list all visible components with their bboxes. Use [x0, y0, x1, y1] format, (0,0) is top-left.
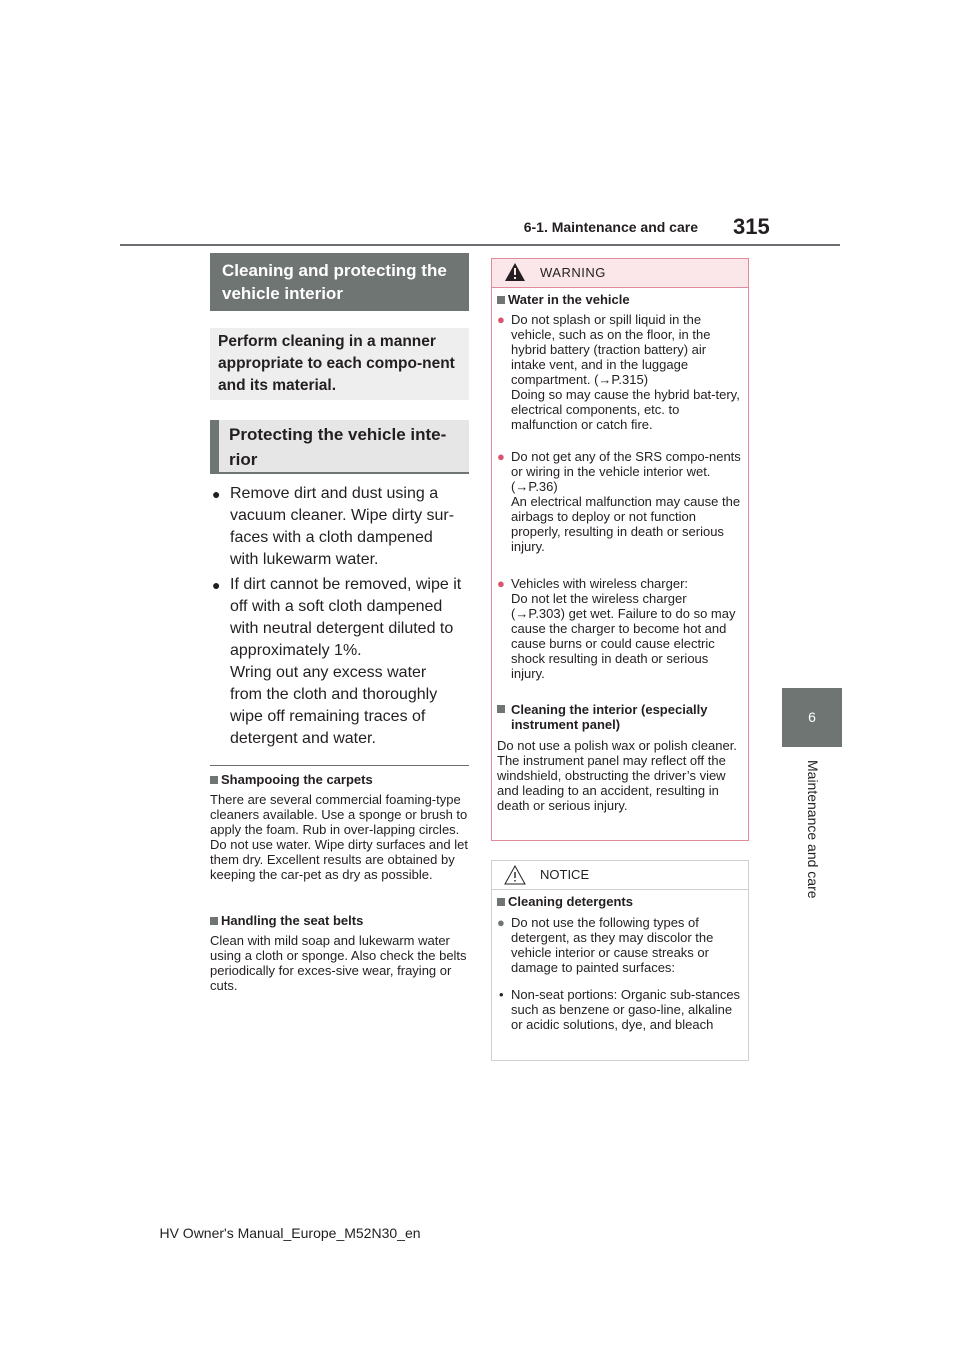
warning-item-charger: ● Vehicles with wireless charger: Do not let the wireless charger (→P.303) get wet. Failure to do so may cause the charger to become hot and cause burns or could cause electric shock resulting in death or serious injury. [497, 576, 736, 681]
shampoo-section: Shampooing the carpets There are several commercial foaming-type cleaners available. Use a sponge or brush to apply the foam. Rub in over-lapping circles. Do not use water. Wipe dirty surfaces and let them dry. Excellent results are obtained by keeping the car-pet as dry as possible. [210, 772, 468, 882]
circle-bullet-icon: ● [497, 915, 505, 930]
circle-bullet-icon: ● [497, 449, 505, 464]
notice-triangle-icon [504, 865, 526, 885]
warning-item-srs: ● Do not get any of the SRS compo-nents or wiring in the vehicle interior wet. (→P.36) An electrical malfunction may cause the airbags to deploy or not function properly, resulting in death or serious injury. [497, 449, 741, 554]
notice-item-nonseat: • Non-seat portions: Organic sub-stances such as benzene or gaso-line, alkaline or acidic solutions, dye, and bleach [499, 987, 741, 1032]
circle-bullet-icon: ● [497, 576, 505, 591]
heading-protecting: Protecting the vehicle inte-rior [210, 420, 469, 474]
heading-cleaning: Cleaning and protecting the vehicle interior [210, 253, 469, 311]
section-title: 6-1. Maintenance and care [523, 219, 698, 235]
chapter-label: Maintenance and care [805, 760, 821, 899]
dot-bullet-icon: • [499, 987, 504, 1002]
intro-box: Perform cleaning in a manner appropriate to each compo-nent and its material. [210, 328, 469, 400]
divider [210, 765, 469, 766]
header-divider [120, 244, 840, 246]
square-icon [210, 917, 218, 925]
square-icon [210, 776, 218, 784]
square-icon [497, 705, 505, 713]
warning-header [492, 259, 748, 288]
warning-title: WARNING [540, 265, 606, 280]
notice-header [492, 861, 748, 890]
warning-triangle-icon [504, 262, 526, 282]
notice-content: Cleaning detergents ● Do not use the following types of detergent, as they may discolor the vehicle interior or cause streaks or damage to painted surfaces: • Non-seat portions: Organic sub-stances such as benzene or gaso-line, alkaline or acidic solutions, dye, and bleach [497, 894, 743, 1049]
bullet-icon: ● [212, 486, 221, 502]
bullet-icon: ● [212, 577, 221, 593]
square-icon [497, 296, 505, 304]
chapter-tab: 6 [782, 688, 842, 747]
circle-bullet-icon: ● [497, 312, 505, 327]
footer: HV Owner's Manual_Europe_M52N30_en [159, 1225, 421, 1241]
warning-content: Water in the vehicle ● Do not splash or spill liquid in the vehicle, such as on the floor, in the hybrid battery (traction battery) air intake vent, and in the luggage compartment. (→P.315) Doing so may cause the hybrid bat-tery, electrical components, etc. to malfunction or catch fire. ● Do not get any of the SRS compo-nents or wiring in the vehicle interior wet. (→P.36) An electrical malfunction may cause the airbags to deploy or not function properly, resulting in death or serious injury. ● Vehicles with wireless charger: Do not let the wireless charger (→P.303) get wet. Failure to do so may cause the charger to become hot and cause burns or could cause electric shock resulting in death or serious injury. Cleaning the interior (especially instrument panel) Do not use a polish wax or polish cleaner. The instrument panel may reflect off the windshield, obstructing the driver’s view and leading to an accident, resulting in death or serious injury. [497, 292, 743, 813]
page-number: 315 [733, 214, 770, 239]
notice-item-detergent: ● Do not use the following types of detergent, as they may discolor the vehicle interior or cause streaks or damage to painted surfaces: [497, 915, 714, 975]
warning-item-water: ● Do not splash or spill liquid in the vehicle, such as on the floor, in the hybrid battery (traction battery) air intake vent, and in the luggage compartment. (→P.315) Doing so may cause the hybrid bat-tery, electrical components, etc. to malfunction or catch fire. [497, 312, 740, 432]
seatbelt-section: Handling the seat belts Clean with mild soap and lukewarm water using a cloth or sponge. Also check the belts periodically for exces-sive wear, fraying or cuts. [210, 913, 467, 993]
square-icon [497, 898, 505, 906]
notice-title: NOTICE [540, 867, 590, 882]
